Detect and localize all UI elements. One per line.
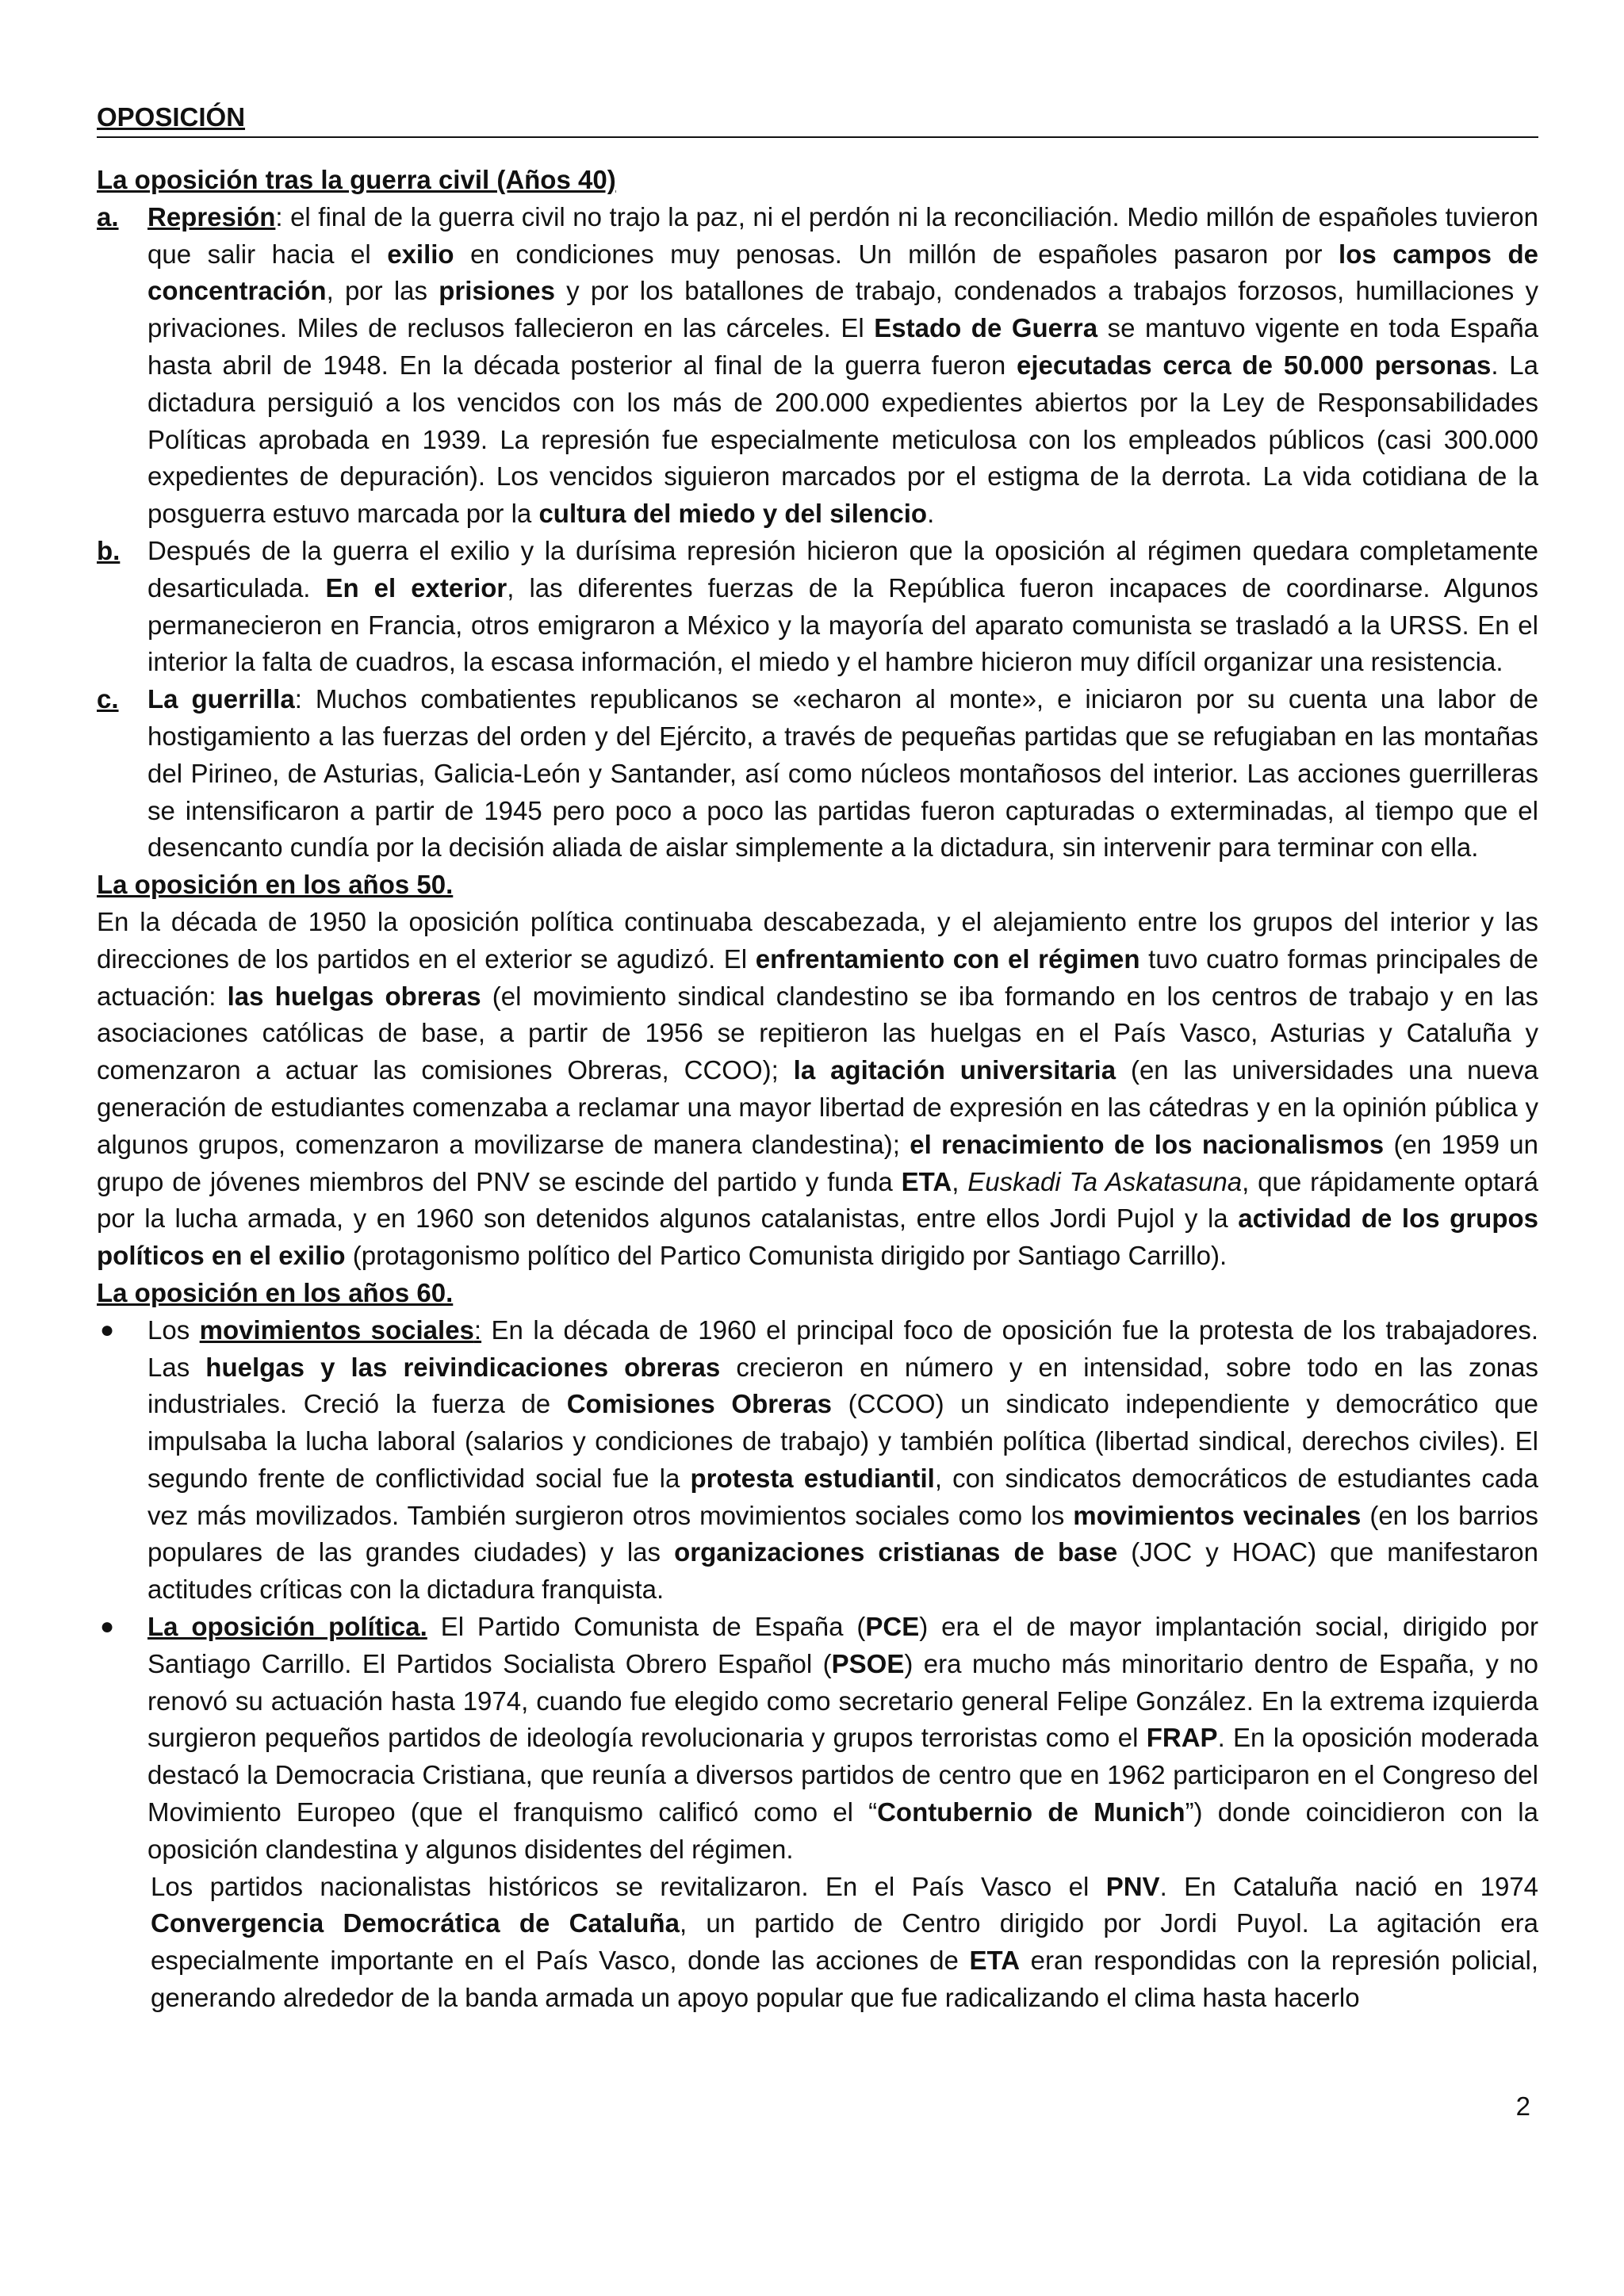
text-run: El Partido Comunista de España ( bbox=[427, 1612, 866, 1642]
text-run: : bbox=[473, 1314, 482, 1345]
text-run: ETA bbox=[969, 1946, 1021, 1976]
text-run: y por los batallones de trabajo, condenados a trabajos forzosos, humillaciones y privaciones. Miles de reclusos fallecieron en las cárceles. El bbox=[147, 276, 1538, 343]
text-run: PNV bbox=[1105, 1871, 1160, 1901]
text-run: En la década de 1950 la oposición política continuaba descabezada, y el alejamiento entre los grupos del interior y las direcciones de los partidos en el exterior se agudizó. El bbox=[97, 906, 1538, 974]
text-run: las huelgas obreras bbox=[227, 981, 481, 1011]
text-run: Los partidos nacionalistas históricos se revitalizaron. En el País Vasco el bbox=[151, 1871, 1106, 1901]
bullet-item bbox=[97, 1609, 1538, 1869]
item-text bbox=[147, 681, 1538, 867]
text-run: ETA bbox=[901, 1166, 952, 1196]
text-run: la agitación universitaria bbox=[793, 1055, 1116, 1085]
list-item bbox=[97, 681, 1538, 867]
text-run: . bbox=[927, 499, 935, 529]
item-marker: c. bbox=[97, 684, 119, 714]
section-1960s bbox=[97, 1275, 1538, 2017]
text-run: Después de la guerra el exilio y la durísima represión hicieron que la oposición al régimen quedara completamente desarticulada. bbox=[147, 535, 1538, 603]
section-heading: La oposición en los años 50. bbox=[97, 870, 454, 900]
text-run: Convergencia Democrática de Cataluña bbox=[151, 1908, 680, 1938]
list-item bbox=[97, 533, 1538, 681]
text-run: (en 1959 un grupo de jóvenes miembros del PNV se escinde del partido y funda bbox=[97, 1129, 1539, 1196]
text-run: Los bbox=[147, 1314, 200, 1345]
text-run: Estado de Guerra bbox=[874, 313, 1098, 343]
text-run: prisiones bbox=[439, 276, 555, 306]
section-heading: La oposición tras la guerra civil (Años 40) bbox=[97, 165, 616, 194]
text-run: La oposición política. bbox=[147, 1612, 427, 1642]
section-1950s bbox=[97, 867, 1538, 1275]
text-run: PCE bbox=[865, 1612, 920, 1642]
text-run: huelgas y las reivindicaciones obreras bbox=[205, 1352, 721, 1382]
document-page bbox=[97, 94, 1538, 2017]
text-run: Represión bbox=[147, 201, 276, 232]
text-run: , por las bbox=[326, 276, 439, 306]
item-text bbox=[147, 1609, 1538, 1869]
text-run: (el movimiento sindical clandestino se iba formando en los centros de trabajo y en las asociaciones católicas de base, a partir de 1956 se repitieron las huelgas en el País Vasco, Asturias y Cataluña y comenzaron a actuar las comisiones Obreras, CCOO); bbox=[97, 981, 1538, 1085]
text-run: FRAP bbox=[1146, 1723, 1218, 1753]
text-run: En la década de 1960 el principal foco de oposición fue la protesta de los trabajadores. Las bbox=[147, 1314, 1538, 1382]
text-run: (en las universidades una nueva generación de estudiantes comenzaba a reclamar una mayor libertad de expresión en las cátedras y en la opinión pública y algunos grupos, comenzaron a movilizarse de manera clandestina); bbox=[97, 1055, 1538, 1159]
text-run: (protagonismo político del Partico Comunista dirigido por Santiago Carrillo). bbox=[345, 1241, 1228, 1271]
text-run: , con sindicatos democráticos de estudiantes cada vez más movilizados. También surgieron otros movimientos sociales como los bbox=[147, 1463, 1538, 1530]
item-text bbox=[147, 533, 1538, 681]
text-run: crecieron en número y en intensidad, sobre todo en las zonas industriales. Creció la fuerza de bbox=[147, 1352, 1538, 1419]
text-run: actividad de los grupos políticos en el exilio bbox=[97, 1203, 1539, 1271]
page-number: 2 bbox=[1515, 2091, 1530, 2121]
text-run: PSOE bbox=[831, 1648, 905, 1678]
text-run: ) era mucho más minoritario dentro de España, y no renovó su actuación hasta 1974, cuando fue elegido como secretario general Felipe González. En la extrema izquierda surgieron pequeños partidos de ideología revolucionaria y grupos terroristas como el bbox=[147, 1648, 1539, 1753]
bullet-item bbox=[97, 1312, 1538, 1609]
text-run: organizaciones cristianas de base bbox=[674, 1537, 1118, 1567]
text-run: cultura del miedo y del silencio bbox=[538, 499, 928, 529]
text-run: exilio bbox=[387, 239, 454, 269]
text-run: : Muchos combatientes republicanos se «echaron al monte», e iniciaron por su cuenta una labor de hostigamiento a las fuerzas del orden y del Ejército, a través de pequeñas partidas que se refugiaban en las montañas del Pirineo, de Asturias, Galicia-León y Santander, así como núcleos montañosos del interior. Las acciones guerrilleras se intensificaron a partir de 1945 pero poco a poco las partidas fueron capturadas o exterminadas, al tiempo que el desencanto cundía por la decisión aliada de aislar simplemente a la dictadura, sin intervenir para terminar con ella. bbox=[147, 684, 1538, 863]
text-run: ejecutadas cerca de 50.000 personas bbox=[1017, 350, 1492, 380]
text-run: (JOC y HOAC) que manifestaron actitudes críticas con la dictadura franquista. bbox=[147, 1537, 1538, 1605]
text-run: . En Cataluña nació en 1974 bbox=[1159, 1871, 1538, 1901]
bullet-icon: ● bbox=[100, 1613, 115, 1640]
text-run: el renacimiento de los nacionalismos bbox=[910, 1129, 1385, 1159]
paragraph bbox=[97, 904, 1538, 1275]
text-run: ”) donde coincidieron con la oposición clandestina y algunos disidentes del régimen. bbox=[147, 1797, 1538, 1864]
section-heading: La oposición en los años 60. bbox=[97, 1277, 454, 1307]
text-run: (CCOO) un sindicato independiente y democrático que impulsaba la lucha laboral (salarios y condiciones de trabajo) y también política (libertad sindical, derechos civiles). El segundo frente de conflictividad social fue la bbox=[147, 1389, 1538, 1493]
text-run: protesta estudiantil bbox=[690, 1463, 935, 1493]
section-1940s bbox=[97, 162, 1538, 867]
text-run: : el final de la guerra civil no trajo la paz, ni el perdón ni la reconciliación. Medio millón de españoles tuvieron que salir hacia el bbox=[147, 201, 1538, 269]
bullet-icon: ● bbox=[100, 1316, 115, 1343]
title-divider bbox=[97, 136, 1538, 138]
text-run: La guerrilla bbox=[147, 684, 295, 714]
text-run: Contubernio de Munich bbox=[877, 1797, 1185, 1827]
item-marker: a. bbox=[97, 201, 119, 232]
text-run: (en los barrios populares de las grandes ciudades) y las bbox=[147, 1500, 1538, 1567]
text-run: , las diferentes fuerzas de la República fueron incapaces de coordinarse. Algunos permanecieron en Francia, otros emigraron a México y la mayoría del aparato comunista se trasladó a la URSS. En el interior la falta de cuadros, la escasa información, el miedo y el hambre hicieron muy difícil organizar una resistencia. bbox=[147, 572, 1538, 677]
text-run: movimientos sociales bbox=[199, 1314, 474, 1345]
list-item bbox=[97, 199, 1538, 533]
text-run: movimientos vecinales bbox=[1073, 1500, 1362, 1530]
text-run: tuvo cuatro formas principales de actuación: bbox=[97, 943, 1538, 1011]
text-run: ) era el de mayor implantación social, dirigido por Santiago Carrillo. El Partidos Socialista Obrero Español ( bbox=[147, 1612, 1538, 1678]
text-run: los campos de concentración bbox=[147, 239, 1538, 306]
text-run: se mantuvo vigente en toda España hasta abril de 1948. En la década posterior al final de la guerra fueron bbox=[147, 313, 1538, 380]
text-run: , un partido de Centro dirigido por Jordi Puyol. La agitación era especialmente importante en el País Vasco, donde las acciones de bbox=[151, 1908, 1539, 1976]
text-run: . La dictadura persiguió a los vencidos con los más de 200.000 expedientes abiertos por la Ley de Responsabilidades Políticas aprobada en 1939. La represión fue especialmente meticulosa con los empleados públicos (casi 300.000 expedientes de depuración). Los vencidos siguieron marcados por el estigma de la derrota. La vida cotidiana de la posguerra estuvo marcada por la bbox=[147, 350, 1538, 529]
text-run: . En la oposición moderada destacó la Democracia Cristiana, que reunía a diversos partidos de centro que en 1962 participaron en el Congreso del Movimiento Europeo (que el franquismo calificó como el “ bbox=[147, 1723, 1538, 1827]
paragraph bbox=[97, 1869, 1538, 2017]
text-run: Comisiones Obreras bbox=[566, 1389, 832, 1419]
text-run: , que rápidamente optará por la lucha armada, y en 1960 son detenidos algunos catalanistas, entre ellos Jordi Pujol y la bbox=[97, 1166, 1538, 1234]
text-run: En el exterior bbox=[325, 572, 508, 603]
item-text bbox=[147, 1312, 1538, 1609]
text-run: Euskadi Ta Askatasuna bbox=[967, 1166, 1243, 1196]
item-marker: b. bbox=[97, 535, 121, 565]
text-run: , bbox=[952, 1166, 968, 1196]
text-run: eran respondidas con la represión policial, generando alrededor de la banda armada un apoyo popular que fue radicalizando el clima hasta hacerlo bbox=[151, 1946, 1538, 2013]
item-text bbox=[147, 199, 1538, 533]
document-title: OPOSICIÓN bbox=[97, 102, 246, 132]
text-run: enfrentamiento con el régimen bbox=[755, 943, 1140, 974]
text-run: en condiciones muy penosas. Un millón de españoles pasaron por bbox=[454, 239, 1339, 269]
